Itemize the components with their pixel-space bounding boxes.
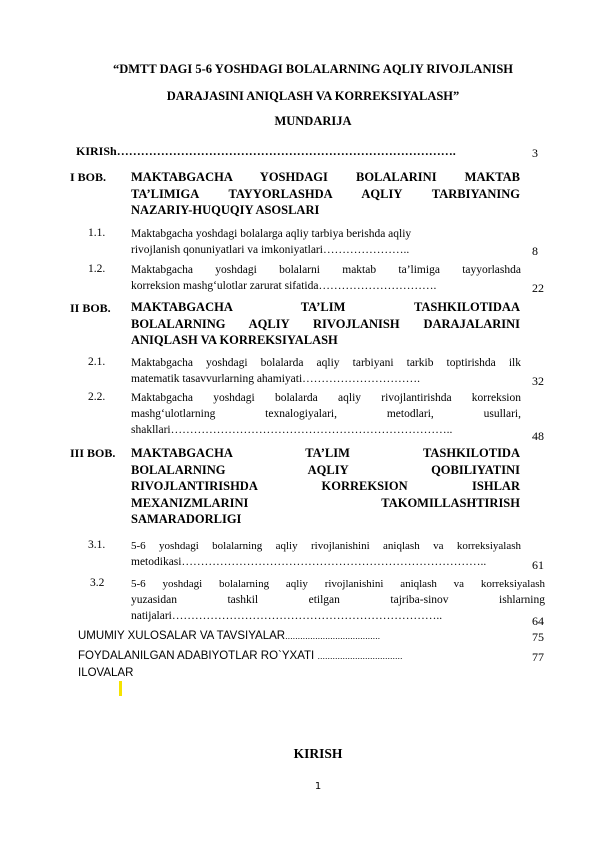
text-cursor [119, 681, 122, 696]
section-3-2-title[interactable] [131, 576, 545, 624]
toc-literature-label: FOYDALANILGAN ADABIYOTLAR RO`YXATI [78, 650, 315, 662]
section-1-2-line-1: Maktabgacha yoshdagi bolalarni maktab ta’limiga tayyorlashda [131, 264, 521, 276]
document-title-line-2: DARAJASINI ANIQLASH VA KORREKSIYALASH” [166, 89, 460, 103]
section-3-2-page: 64 [532, 614, 544, 628]
section-3-2-line-3: natijalari…………………………………………………………….. [131, 610, 443, 622]
section-3-2-line-2: yuzasidan tashkil etilgan tajriba-sinov ishlarning [131, 594, 545, 606]
section-2-2-number: 2.2. [88, 391, 106, 403]
section-1-2-title[interactable] [131, 262, 521, 294]
chapter-3-line-5: SAMARADORLIGI [131, 512, 242, 526]
document-title-line-1: “DMTT DAGI 5-6 YOSHDAGI BOLALARNING AQLIY RIVOJLANISH [112, 62, 514, 76]
chapter-2-line-3: ANIQLASH VA KORREKSIYALASH [131, 333, 338, 347]
section-1-1-page: 8 [532, 244, 538, 258]
section-1-1-title[interactable] [131, 226, 521, 258]
section-3-1-number: 3.1. [88, 539, 106, 551]
toc-literature[interactable] [78, 650, 402, 662]
chapter-2-line-1: MAKTABGACHA TA’LIM TASHKILOTIDAA [131, 300, 520, 314]
toc-summary-page: 75 [532, 630, 544, 644]
section-2-1-line-2: matematik tasavvurlarning ahamiyati…………………………. [131, 373, 421, 385]
section-2-1-number: 2.1. [88, 356, 106, 368]
page-number: 1 [314, 781, 322, 792]
toc-intro-label[interactable]: KIRISh…………………………………………………………………………. [76, 144, 456, 158]
chapter-2-number: II BOB. [70, 301, 111, 315]
chapter-1-line-2: TA’LIMIGA TAYYORLASHDA AQLIY TARBIYANING [131, 186, 520, 201]
toc-summary-dots: ...................................... [285, 631, 381, 641]
section-2-2-line-2: mashg‘ulotlarning texnalogiyalari, metodlari, usullari, [131, 408, 521, 420]
chapter-3-line-2: BOLALARNING AQLIY QOBILIYATINI [131, 462, 520, 477]
section-1-1-number: 1.1. [88, 227, 106, 239]
chapter-3-line-1: MAKTABGACHA TA’LIM TASHKILOTIDA [131, 446, 520, 460]
section-1-1-line-1: Maktabgacha yoshdagi bolalarga aqliy tarbiya berishda aqliy [131, 228, 412, 240]
chapter-3-number: III BOB. [70, 446, 116, 460]
toc-appendix[interactable]: ILOVALAR [78, 667, 134, 679]
toc-literature-dots: .................................. [317, 651, 403, 661]
section-1-2-page: 22 [532, 281, 544, 295]
chapter-2-title[interactable] [131, 299, 520, 349]
chapter-2-line-2: BOLALARNING AQLIY RIVOJLANISH DARAJALARINI [131, 316, 520, 331]
chapter-3-title[interactable] [131, 445, 520, 528]
kirish-heading: KIRISH [293, 746, 343, 761]
section-1-2-line-2: korreksion mashg‘ulotlar zarurat sifatida…………………………. [131, 280, 437, 292]
chapter-1-title[interactable] [131, 169, 520, 219]
toc-summary-label: UMUMIY XULOSALAR VA TAVSIYALAR [78, 630, 286, 642]
section-3-1-line-2: metodikasi…………………………………………………………………….. [131, 556, 487, 568]
section-2-1-page: 32 [532, 374, 544, 388]
section-2-2-page: 48 [532, 429, 544, 443]
section-2-2-line-1: Maktabgacha yoshdagi bolalarda aqliy rivojlantirishda korreksion [131, 392, 521, 404]
section-3-1-title[interactable] [131, 538, 521, 570]
chapter-1-line-3: NAZARIY-HUQUQIY ASOSLARI [131, 203, 320, 217]
toc-summary[interactable] [78, 630, 380, 642]
section-2-1-line-1: Maktabgacha yoshdagi bolalarda aqliy tarbiyani tarkib toptirishda ilk [131, 357, 521, 369]
section-2-2-line-3: shakllari……………………………………………………………….. [131, 424, 453, 436]
section-3-1-line-1: 5-6 yoshdagi bolalarning aqliy rivojlanishini aniqlash va korreksiyalash [131, 540, 521, 552]
toc-intro-page: 3 [532, 146, 538, 160]
chapter-1-number: I BOB. [70, 170, 107, 184]
contents-heading: MUNDARIJA [274, 114, 352, 128]
section-3-2-line-1: 5-6 yoshdagi bolalarning aqliy rivojlanishini aniqlash va korreksiyalash [131, 578, 545, 590]
section-2-1-title[interactable] [131, 355, 521, 387]
section-3-2-number: 3.2 [90, 577, 105, 589]
section-1-2-number: 1.2. [88, 263, 106, 275]
section-3-1-page: 61 [532, 558, 544, 572]
section-1-1-line-2: rivojlanish qonuniyatlari va imkoniyatlari………………….. [131, 244, 410, 256]
section-2-2-title[interactable] [131, 390, 521, 438]
toc-literature-page: 77 [532, 650, 544, 664]
chapter-3-line-4: MEXANIZMLARINI TAKOMILLASHTIRISH [131, 495, 520, 510]
chapter-3-line-3: RIVOJLANTIRISHDA KORREKSION ISHLAR [131, 479, 520, 493]
chapter-1-line-1: MAKTABGACHA YOSHDAGI BOLALARINI MAKTAB [131, 170, 520, 184]
